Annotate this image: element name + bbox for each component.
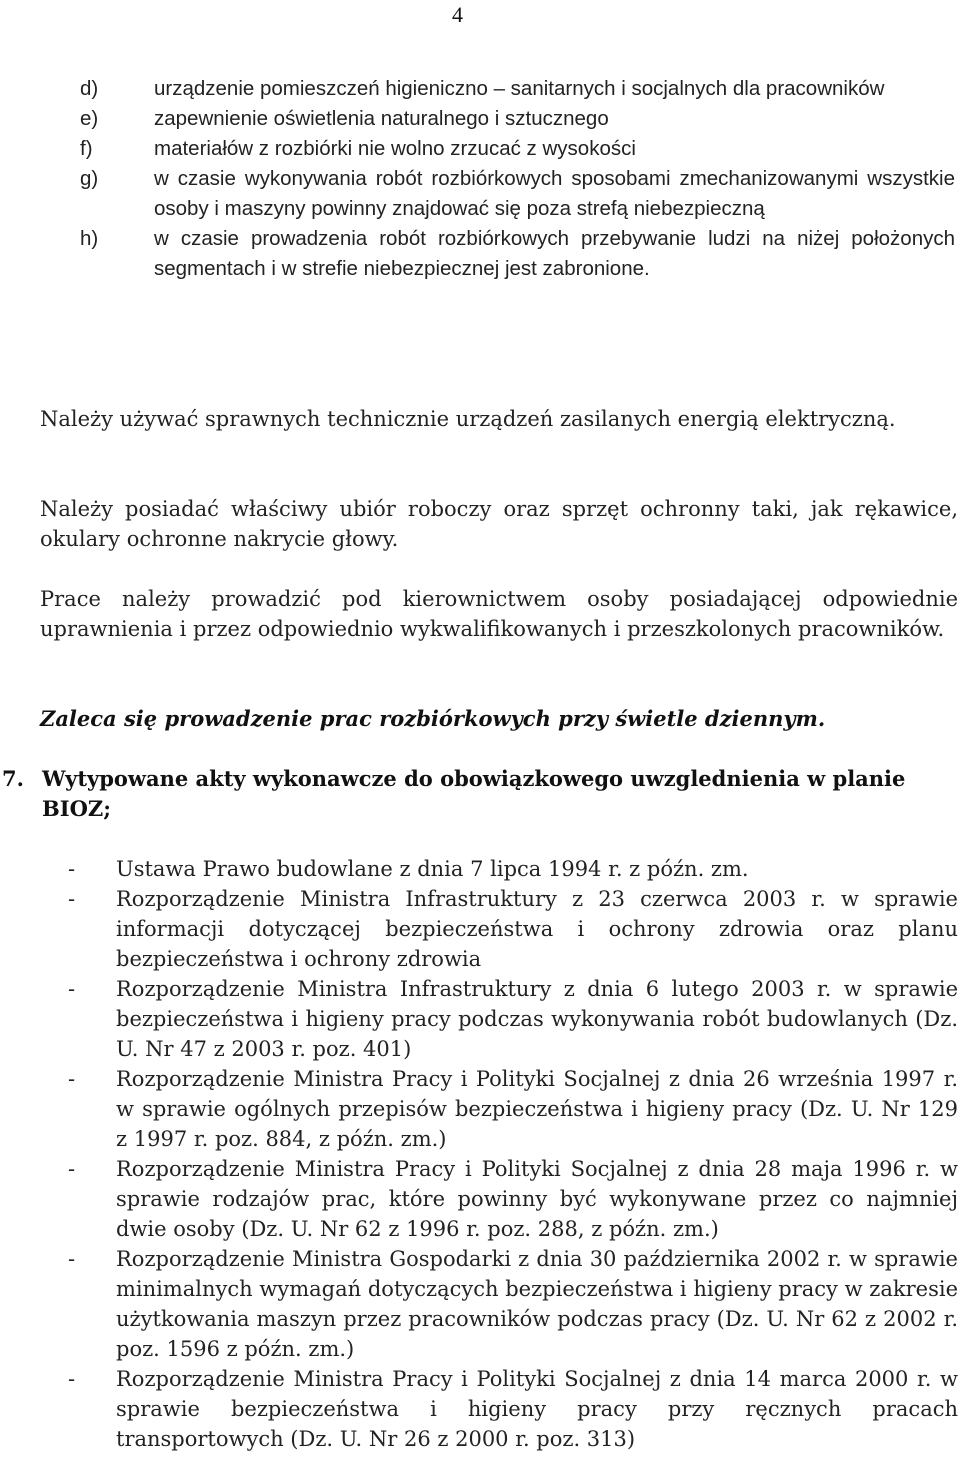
lettered-list	[80, 74, 955, 284]
list-marker: e)	[80, 107, 99, 130]
list-dash: -	[68, 1067, 76, 1091]
list-dash: -	[68, 1367, 76, 1391]
list-item	[68, 1064, 958, 1154]
list-item	[68, 1364, 958, 1454]
list-item-text: urządzenie pomieszczeń higieniczno – sanitarnych i socjalnych dla pracowników	[154, 77, 885, 100]
list-item	[68, 854, 958, 884]
act-text: Rozporządzenie Ministra Pracy i Polityki Socjalnej z dnia 14 marca 2000 r. w sprawie bezpieczeństwa i higieny pracy przy ręcznych pracach transportowych (Dz. U. Nr 26 z 2000 r. poz. 313)	[116, 1367, 958, 1451]
section-heading	[0, 764, 958, 824]
act-text: Rozporządzenie Ministra Pracy i Polityki Socjalnej z dnia 28 maja 1996 r. w sprawie rodzajów prac, które powinny być wykonywane przez co najmniej dwie osoby (Dz. U. Nr 62 z 1996 r. poz. 288, z późn. zm.)	[116, 1157, 958, 1241]
paragraph-supervision: Prace należy prowadzić pod kierownictwem osoby posiadającej odpowiednie uprawnienia i przez odpowiednio wykwalifikowanych i przeszkolonych pracowników.	[40, 587, 958, 641]
list-item	[68, 884, 958, 974]
list-marker: f)	[80, 137, 93, 160]
act-text: Rozporządzenie Ministra Pracy i Polityki Socjalnej z dnia 26 września 1997 r. w sprawie ogólnych przepisów bezpieczeństwa i higieny pracy (Dz. U. Nr 129 z 1997 r. poz. 884, z późn. zm.)	[116, 1067, 958, 1151]
list-item	[68, 1244, 958, 1364]
list-dash: -	[68, 857, 76, 881]
daylight-recommendation: Zaleca się prowadzenie prac rozbiórkowych przy świetle dziennym.	[40, 706, 826, 731]
act-text: Rozporządzenie Ministra Infrastruktury z dnia 6 lutego 2003 r. w sprawie bezpieczeństwa i higieny pracy podczas wykonywania robót budowlanych (Dz. U. Nr 47 z 2003 r. poz. 401)	[116, 977, 958, 1061]
list-item-h	[80, 224, 955, 284]
list-item	[68, 974, 958, 1064]
list-item-text: zapewnienie oświetlenia naturalnego i sztucznego	[154, 107, 609, 130]
section-title: Wytypowane akty wykonawcze do obowiązkowego uwzglednienia w planie BIOZ;	[42, 766, 906, 821]
paragraph-protective-clothing: Należy posiadać właściwy ubiór roboczy oraz sprzęt ochronny taki, jak rękawice, okulary ochronne nakrycie głowy.	[40, 497, 958, 551]
list-marker: h)	[80, 227, 99, 250]
list-dash: -	[68, 1157, 76, 1181]
list-item-text: w czasie prowadzenia robót rozbiórkowych przebywanie ludzi na niżej położonych segmentach i w strefie niebezpiecznej jest zabronione.	[154, 227, 955, 280]
paragraph-electrical-equipment: Należy używać sprawnych technicznie urządzeń zasilanych energią elektryczną.	[40, 407, 896, 431]
list-item	[68, 1154, 958, 1244]
act-text: Rozporządzenie Ministra Gospodarki z dnia 30 października 2002 r. w sprawie minimalnych wymagań dotyczących bezpieczeństwa i higieny pracy w zakresie użytkowania maszyn przez pracowników podczas pracy (Dz. U. Nr 62 z 2002 r. poz. 1596 z późn. zm.)	[116, 1247, 958, 1361]
list-item-text: w czasie wykonywania robót rozbiórkowych sposobami zmechanizowanymi wszystkie osoby i maszyny powinny znajdować się poza strefą niebezpieczną	[154, 167, 955, 220]
list-dash: -	[68, 977, 76, 1001]
section-number: 7.	[2, 766, 24, 791]
list-dash: -	[68, 887, 76, 911]
list-item-e	[80, 104, 955, 134]
act-text: Rozporządzenie Ministra Infrastruktury z 23 czerwca 2003 r. w sprawie informacji dotyczącej bezpieczeństwa i ochrony zdrowia oraz planu bezpieczeństwa i ochrony zdrowia	[116, 887, 958, 971]
page-number: 4	[452, 2, 463, 27]
list-item-d	[80, 74, 955, 104]
acts-list	[68, 854, 958, 1454]
list-marker: g)	[80, 167, 99, 190]
act-text: Ustawa Prawo budowlane z dnia 7 lipca 1994 r. z późn. zm.	[116, 857, 749, 881]
list-item-text: materiałów z rozbiórki nie wolno zrzucać z wysokości	[154, 137, 636, 160]
list-marker: d)	[80, 77, 99, 100]
list-item-f	[80, 134, 955, 164]
list-dash: -	[68, 1247, 76, 1271]
list-item-g	[80, 164, 955, 224]
